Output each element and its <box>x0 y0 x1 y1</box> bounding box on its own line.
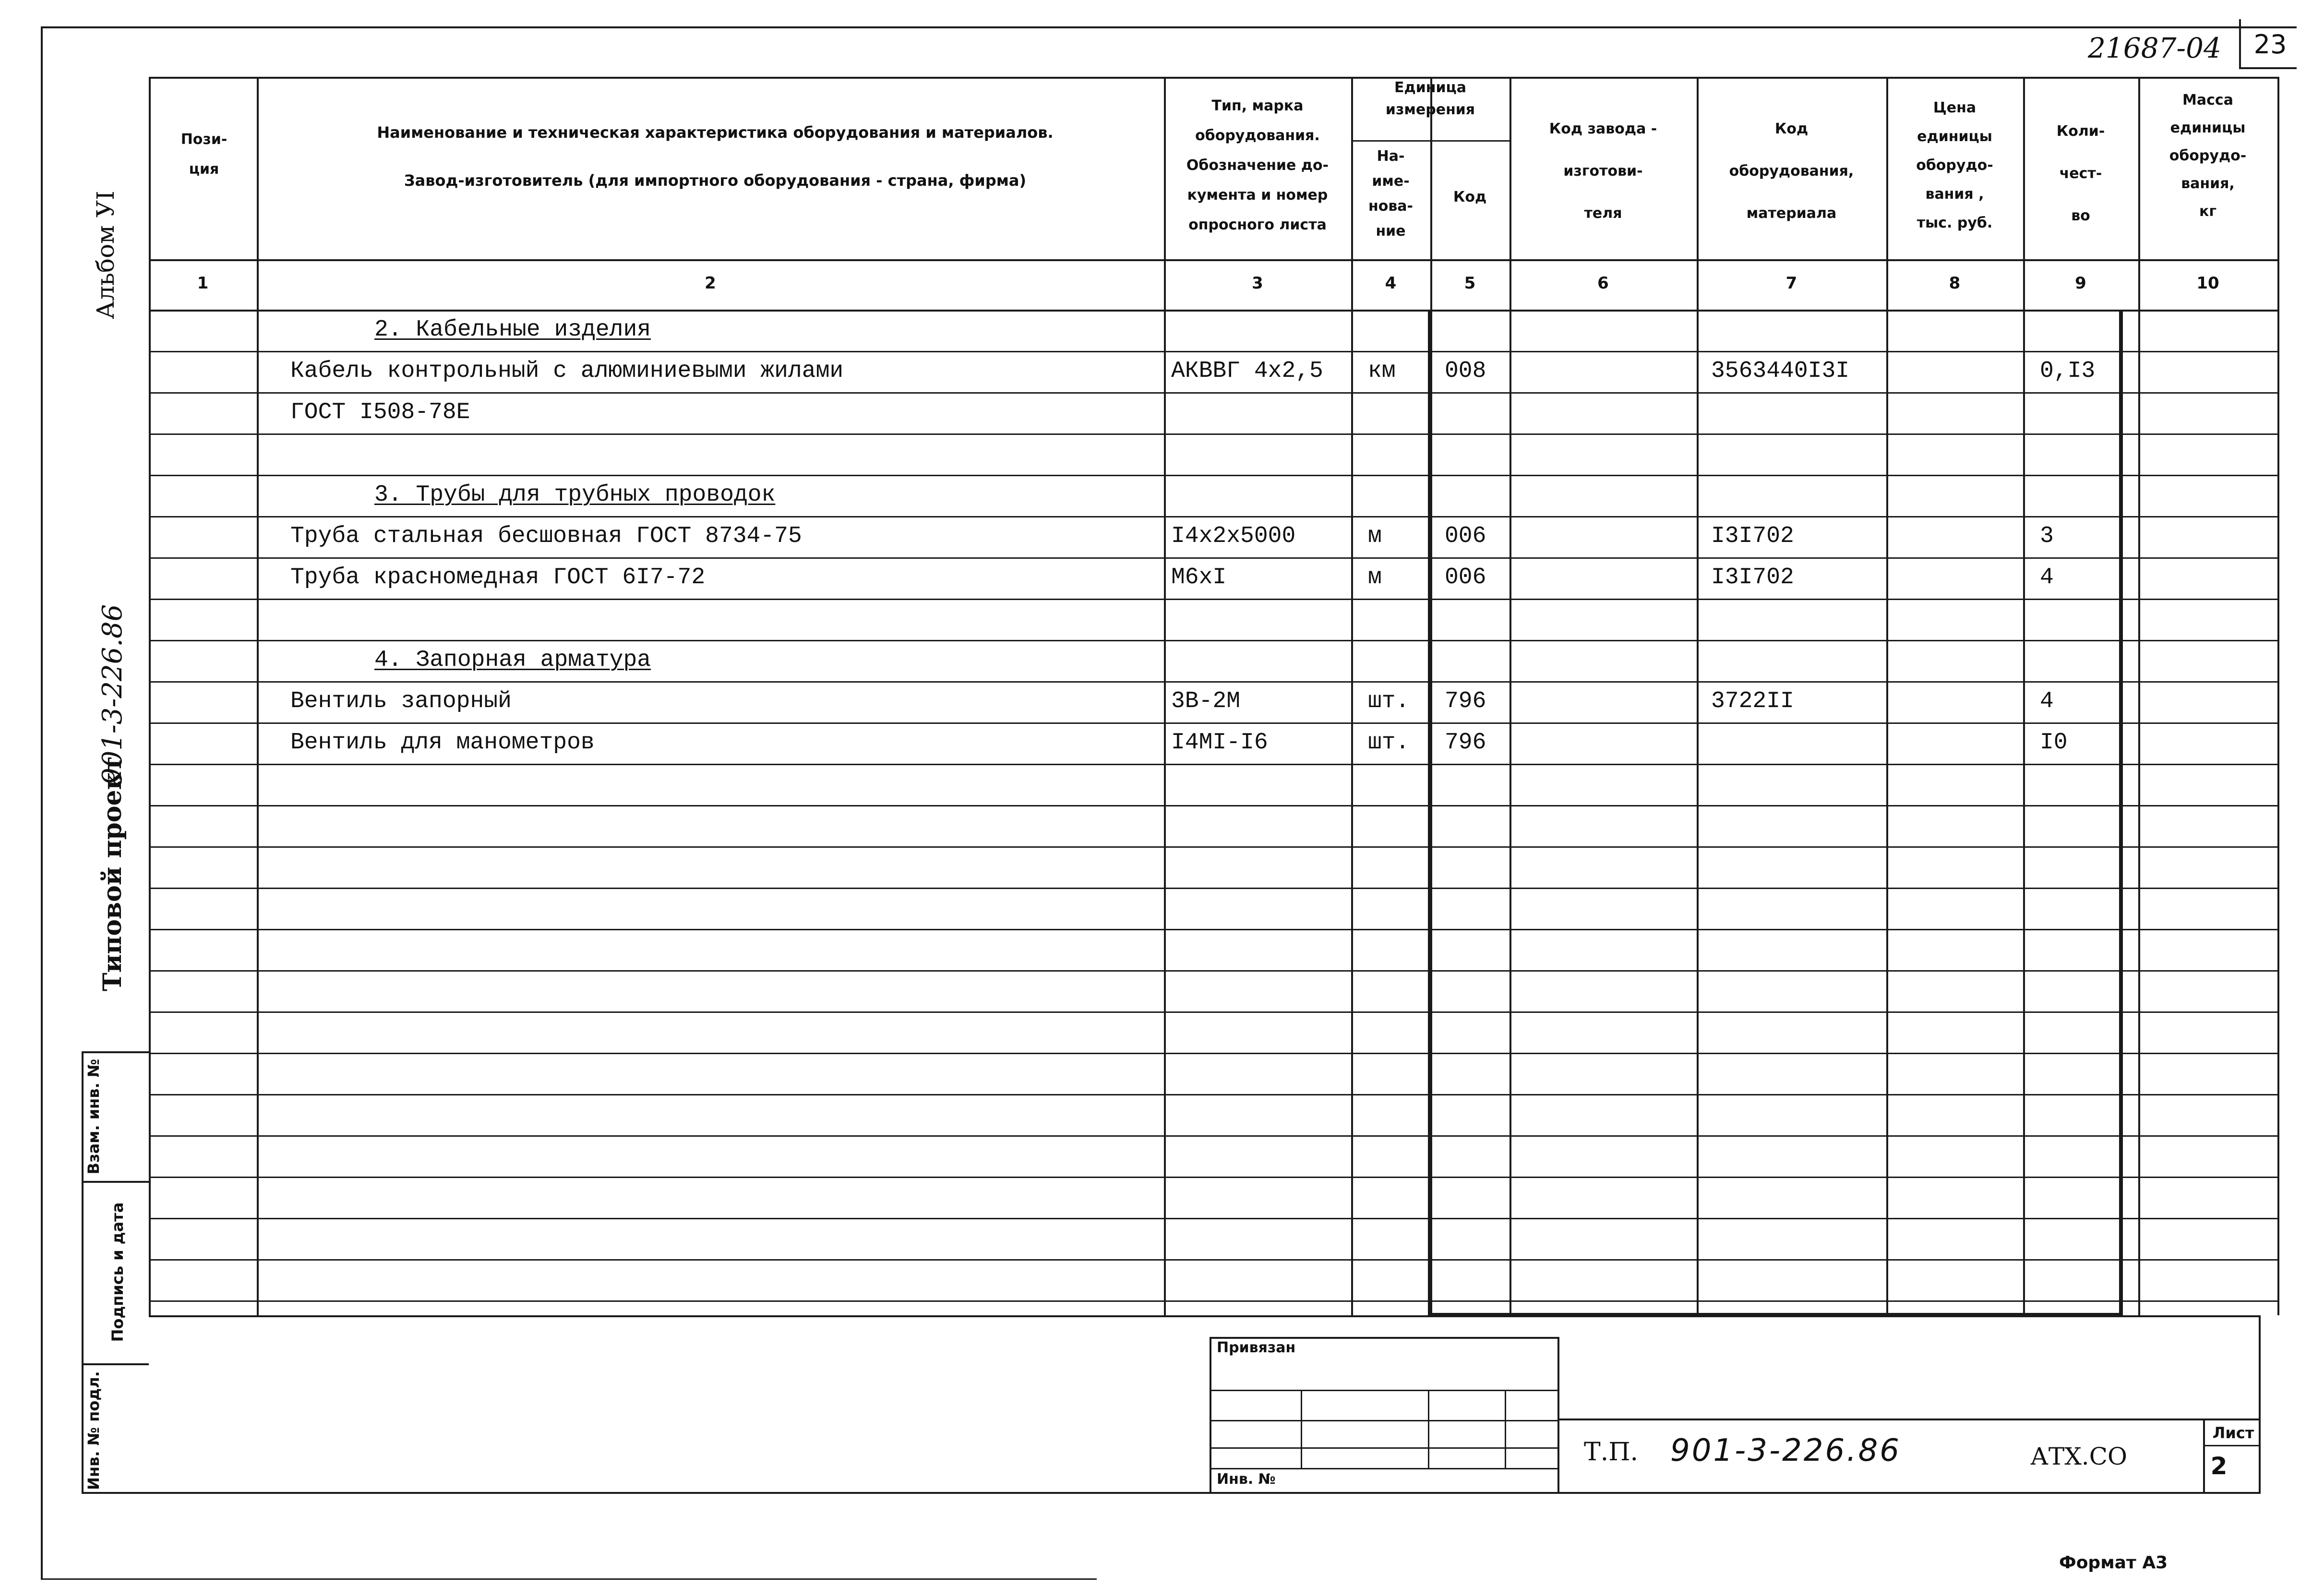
sheet-value: 2 <box>2210 1452 2228 1480</box>
column-number-5: 5 <box>1464 274 1476 293</box>
header-position: Пози- ция <box>180 131 228 178</box>
header-unit-code: Код <box>1453 189 1487 205</box>
item-unit-code: 006 <box>1445 523 1486 549</box>
column-number-4: 4 <box>1385 274 1397 293</box>
album-label: Альбом УI <box>92 191 120 319</box>
item-unit-code: 796 <box>1445 730 1486 756</box>
project-code-side: 901-3-226.86 <box>97 604 128 785</box>
item-type: М6xI <box>1171 565 1227 590</box>
format-label: Формат А3 <box>2059 1553 2168 1573</box>
item-qty: I0 <box>2040 730 2068 756</box>
column-number-1: 1 <box>197 274 209 293</box>
column-number-10: 10 <box>2196 274 2219 293</box>
item-unit-code: 008 <box>1445 358 1486 384</box>
item-qty: 0,I3 <box>2040 358 2096 384</box>
item-unit: шт. <box>1368 730 1410 756</box>
item-unit: шт. <box>1368 688 1410 714</box>
item-equip-code: I3I702 <box>1711 523 1794 549</box>
item-unit: м <box>1368 565 1382 590</box>
column-number-6: 6 <box>1597 274 1609 293</box>
item-unit: м <box>1368 523 1382 549</box>
item-qty: 4 <box>2040 565 2054 590</box>
header-name-line2: Завод-изготовитель (для импортного оборудования - страна, фирма) <box>404 171 1027 190</box>
header-mass: Масса единицы оборудо- вания, кг <box>2169 92 2247 220</box>
item-unit: км <box>1368 358 1396 384</box>
header-unit-name: На- име- нова- ние <box>1368 148 1414 240</box>
item-name: Труба стальная бесшовная ГОСТ 8734-75 <box>290 523 802 549</box>
section-heading: 4. Запорная арматура <box>374 647 651 673</box>
item-equip-code: I3I702 <box>1711 565 1794 590</box>
item-equip-code: 3722II <box>1711 688 1794 714</box>
project-label: Типовой проект <box>98 756 127 991</box>
doc-code: АТХ.СО <box>2030 1443 2127 1470</box>
section-heading: 3. Трубы для трубных проводок <box>374 482 776 508</box>
item-name: Вентиль для манометров <box>290 730 595 756</box>
item-equip-code: 3563440I3I <box>1711 358 1850 384</box>
header-maker-code: Код завода - изготови- теля <box>1549 120 1657 222</box>
sheet-number-corner: 23 <box>2253 29 2287 60</box>
column-number-2: 2 <box>705 274 716 293</box>
item-unit-code: 006 <box>1445 565 1486 590</box>
header-unit-group: Единица измерения <box>1385 79 1475 118</box>
column-number-3: 3 <box>1252 274 1263 293</box>
tp-label: Т.П. <box>1584 1438 1639 1467</box>
stamp-inv-podl: Инв. № подл. <box>84 1371 103 1490</box>
column-number-8: 8 <box>1949 274 1961 293</box>
item-type: I4x2x5000 <box>1171 523 1296 549</box>
item-name: ГОСТ I508-78Е <box>290 399 470 425</box>
item-name: Вентиль запорный <box>290 688 512 714</box>
item-name: Труба красномедная ГОСТ 6I7-72 <box>290 565 706 590</box>
header-qty: Коли- чест- во <box>2056 123 2105 224</box>
item-type: 3В-2М <box>1171 688 1241 714</box>
section-heading: 2. Кабельные изделия <box>374 317 651 343</box>
item-qty: 4 <box>2040 688 2054 714</box>
stamp-vzam-inv: Взам. инв. № <box>84 1058 103 1175</box>
tp-code: 901-3-226.86 <box>1670 1433 1901 1468</box>
item-type: I4МI-I6 <box>1171 730 1268 756</box>
item-qty: 3 <box>2040 523 2054 549</box>
header-name-line1: Наименование и техническая характеристика оборудования и материалов. <box>377 123 1054 142</box>
header-equip-code: Код оборудования, материала <box>1729 120 1854 222</box>
header-type: Тип, марка оборудования. Обозначение до- кумента и номер опросного листа <box>1186 97 1329 233</box>
header-price: Цена единицы оборудо- вания , тыс. руб. <box>1916 99 1993 231</box>
column-number-7: 7 <box>1785 274 1797 293</box>
archive-number: 21687-04 <box>2088 32 2221 64</box>
column-number-9: 9 <box>2075 274 2086 293</box>
stamp-signature-date: Подпись и дата <box>108 1202 127 1342</box>
bound-label: Привязан <box>1217 1339 1296 1356</box>
item-name: Кабель контрольный с алюминиевыми жилами <box>290 358 844 384</box>
item-type: АКВВГ 4x2,5 <box>1171 358 1323 384</box>
item-unit-code: 796 <box>1445 688 1486 714</box>
inv-no-label: Инв. № <box>1217 1471 1276 1488</box>
sheet-label: Лист <box>2212 1424 2254 1442</box>
